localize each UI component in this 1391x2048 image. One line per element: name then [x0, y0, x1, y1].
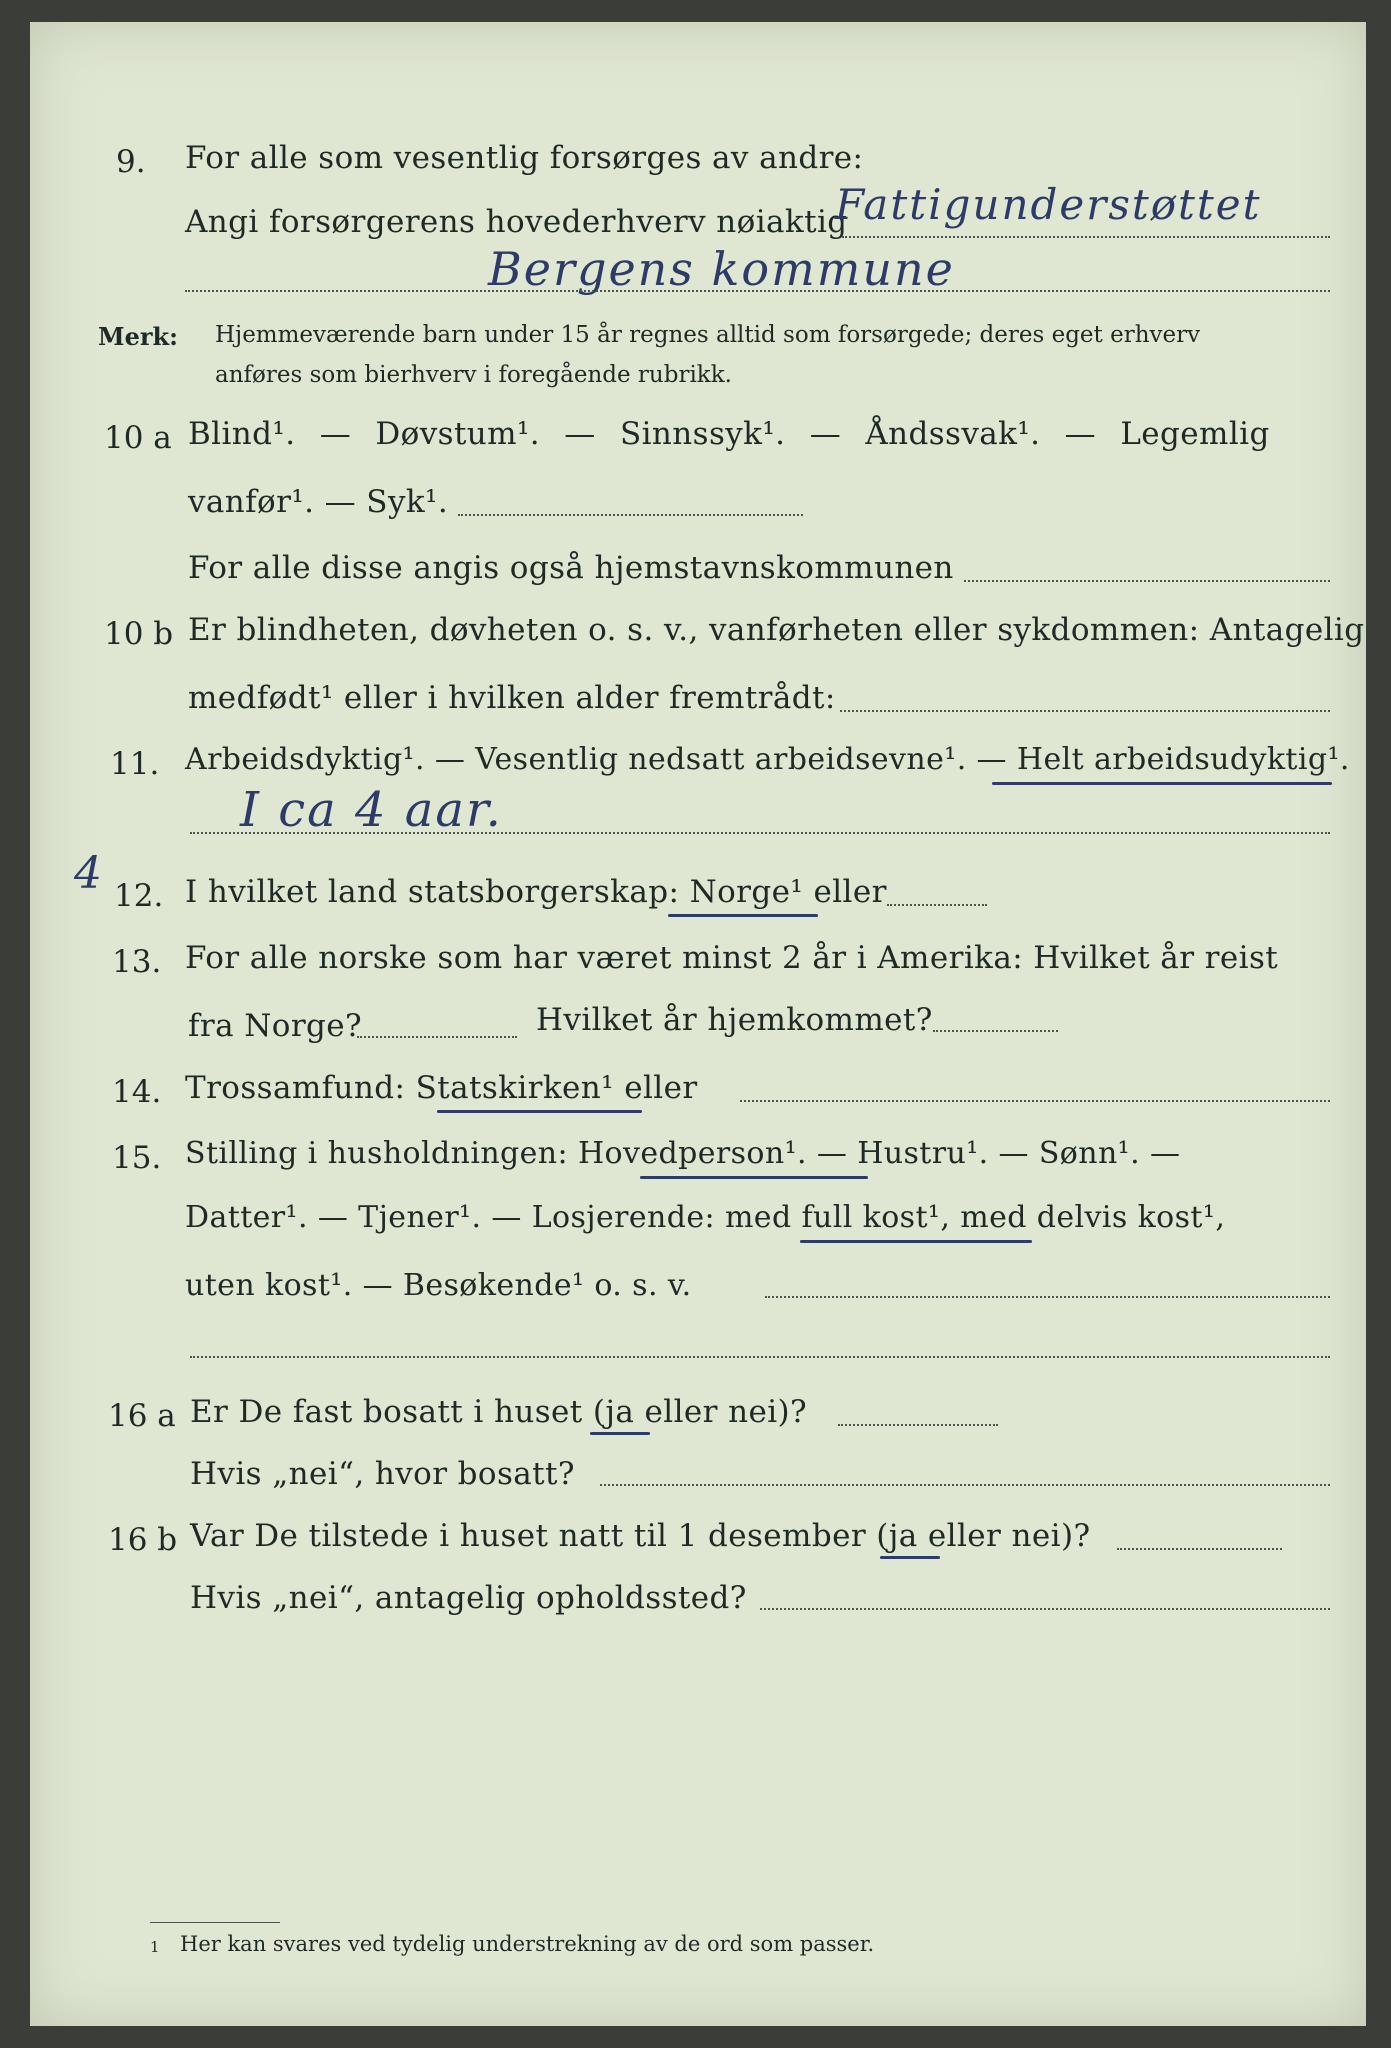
q9-line3-dots — [185, 290, 1330, 292]
q14-underline-statskirken — [437, 1110, 642, 1113]
q11-line1: Arbeidsdyktig¹. — Vesentlig nedsatt arbeidsevne¹. — Helt arbeidsudyktig¹. — [185, 742, 1350, 777]
q15-line3: uten kost¹. — Besøkende¹ o. s. v. — [185, 1268, 692, 1303]
q10b-line1: Er blindheten, døvheten o. s. v., vanførheten eller sykdommen: Antagelig — [188, 612, 1365, 648]
q12-underline-norge — [668, 914, 818, 917]
q10a-line1: Blind¹. — Døvstum¹. — Sinnssyk¹. — Åndssvak¹. — Legemlig — [188, 416, 1270, 452]
q16b-line1: Var De tilstede i huset natt til 1 desember (ja eller nei)? — [190, 1518, 1091, 1554]
q14-line1: Trossamfund: Statskirken¹ eller — [185, 1070, 698, 1106]
q13-line1: For alle norske som har været minst 2 år i Amerika: Hvilket år reist — [185, 940, 1279, 976]
q15-underline-hovedperson — [640, 1176, 868, 1179]
q10a-number: 10 a — [104, 420, 172, 456]
q9-handwritten-occupation: Fattigunderstøttet — [835, 180, 1262, 229]
q13-line2b-dots — [933, 1030, 1058, 1032]
q14-line1-dots — [740, 1100, 1330, 1102]
merk-line1: Hjemmeværende barn under 15 år regnes alltid som forsørgede; deres eget erhverv — [215, 322, 1201, 348]
q13-number: 13. — [112, 944, 162, 980]
q9-line1: For alle som vesentlig forsørges av andre: — [185, 140, 864, 176]
q11-underline-helt-arbeidsudyktig — [992, 782, 1332, 785]
q16b-line1-dots — [1117, 1548, 1282, 1550]
footnote-rule — [150, 1922, 280, 1923]
q9-line2-dots — [842, 236, 1330, 238]
merk-line2: anføres som bierhverv i foregående rubrikk. — [215, 362, 732, 388]
q12-margin-mark: 4 — [74, 848, 104, 899]
q16a-line1: Er De fast bosatt i huset (ja eller nei)? — [190, 1394, 808, 1430]
q14-number: 14. — [112, 1074, 162, 1110]
q10a-line3-dots — [964, 580, 1330, 582]
q16a-number: 16 a — [108, 1398, 176, 1434]
q15-underline-med-full-kost — [800, 1240, 1032, 1243]
q16a-line1-dots — [838, 1424, 998, 1426]
q16a-line2-dots — [600, 1484, 1330, 1486]
q15-number: 15. — [112, 1140, 162, 1176]
q10b-number: 10 b — [104, 616, 174, 652]
merk-label: Merk: — [98, 322, 178, 351]
q15-line2: Datter¹. — Tjener¹. — Losjerende: med full kost¹, med delvis kost¹, — [185, 1200, 1226, 1235]
q16a-underline-ja — [590, 1432, 650, 1435]
q15-line4-dots — [190, 1356, 1330, 1358]
q16a-line2: Hvis „nei“, hvor bosatt? — [190, 1456, 575, 1492]
q10a-line3: For alle disse angis også hjemstavnskommunen — [188, 550, 954, 586]
q11-number: 11. — [110, 746, 160, 782]
q16b-number: 16 b — [108, 1522, 178, 1558]
q12-line1: I hvilket land statsborgerskap: Norge¹ eller — [185, 874, 887, 910]
q16b-underline-ja — [880, 1556, 940, 1559]
q13-line2a: fra Norge? — [188, 1008, 363, 1044]
q10a-line2-dots — [458, 514, 803, 516]
census-form-page — [30, 22, 1366, 2026]
q13-line2a-dots — [357, 1036, 517, 1038]
q16b-line2: Hvis „nei“, antagelig opholdssted? — [190, 1580, 747, 1616]
q15-line1: Stilling i husholdningen: Hovedperson¹. — Hustru¹. — Sønn¹. — — [185, 1136, 1181, 1171]
q9-handwritten-provider: Bergens kommune — [488, 242, 955, 296]
q9-number: 9. — [116, 144, 146, 180]
q10b-line2-dots — [840, 710, 1330, 712]
q16b-line2-dots — [760, 1608, 1330, 1610]
q11-handwritten-answer: I ca 4 aar. — [240, 782, 503, 838]
q15-line3-dots — [765, 1296, 1330, 1298]
q10b-line2: medfødt¹ eller i hvilken alder fremtrådt: — [188, 680, 836, 716]
footnote-mark: 1 — [150, 1938, 160, 1956]
footnote-text: Her kan svares ved tydelig understrekning av de ord som passer. — [180, 1932, 875, 1956]
q12-line1-dots — [887, 904, 987, 906]
q11-line2-dots — [190, 832, 1330, 834]
q10a-line2: vanfør¹. — Syk¹. — [188, 484, 449, 520]
q12-number: 12. — [114, 878, 164, 914]
q9-line2: Angi forsørgerens hovederhverv nøiaktig — [185, 204, 848, 240]
q13-line2b: Hvilket år hjemkommet? — [536, 1002, 933, 1038]
